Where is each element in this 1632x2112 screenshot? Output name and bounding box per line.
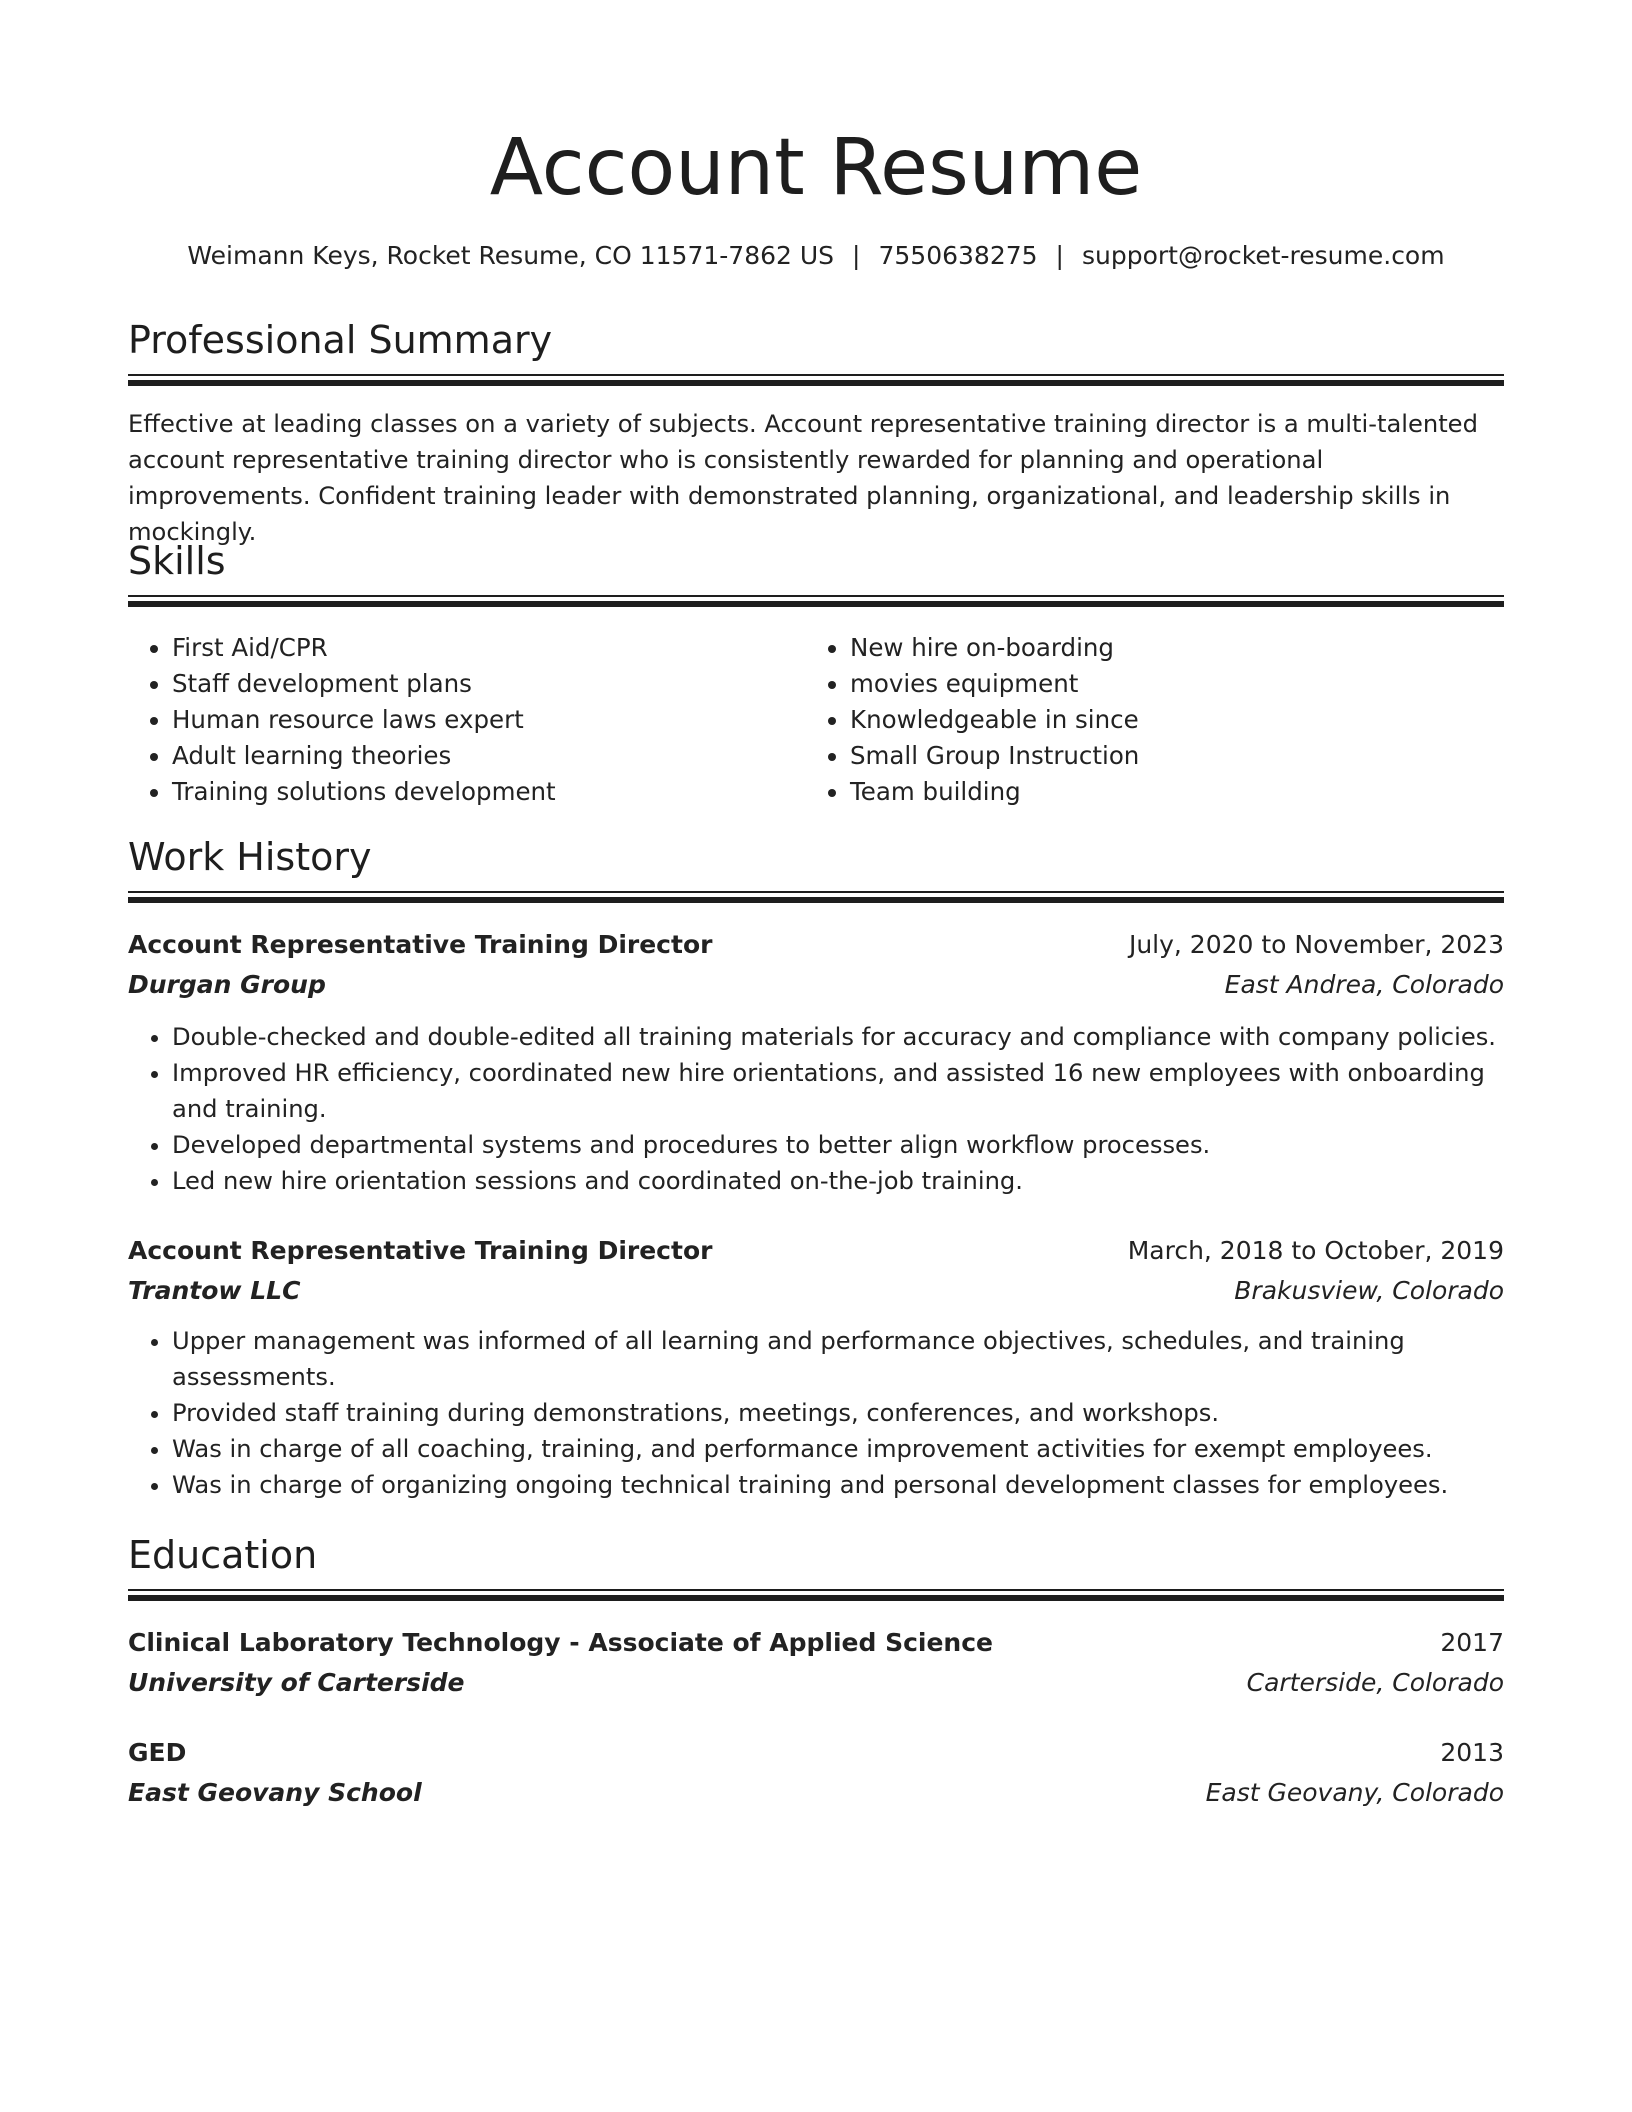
skills-column-right <box>806 630 1484 810</box>
contact-line <box>128 236 1504 276</box>
contact-separator: | <box>852 241 861 270</box>
job-bullet: • Double-checked and double-edited all training materials for accuracy and compliance with company policies. <box>172 1019 1504 1055</box>
job-title: Account Representative Training Director <box>128 1236 713 1265</box>
job-bullets <box>128 1019 1504 1199</box>
skills-column-left <box>128 630 806 810</box>
job-bullet: • Developed departmental systems and procedures to better align workflow processes. <box>172 1127 1504 1163</box>
education-school: University of Carterside <box>128 1668 465 1697</box>
education-degree: Clinical Laboratory Technology - Associate of Applied Science <box>128 1628 994 1657</box>
job-bullet: • Upper management was informed of all learning and performance objectives, schedules, and training assessments. <box>172 1323 1504 1395</box>
job-company: Durgan Group <box>128 970 326 999</box>
skill-item: • movies equipment <box>850 666 1484 702</box>
job-dates: March, 2018 to October, 2019 <box>1127 1236 1504 1265</box>
section-divider <box>128 891 1504 901</box>
skills-list <box>128 630 1504 810</box>
education-year: 2013 <box>1440 1738 1504 1767</box>
education-entry <box>128 1623 1504 1703</box>
education-degree: GED <box>128 1738 187 1767</box>
job-bullet: • Provided staff training during demonstrations, meetings, conferences, and workshops. <box>172 1395 1504 1431</box>
job-bullet: • Was in charge of all coaching, training, and performance improvement activities for exempt employees. <box>172 1431 1504 1467</box>
skill-item: • Team building <box>850 774 1484 810</box>
job-title: Account Representative Training Director <box>128 930 713 959</box>
summary-text: Effective at leading classes on a variety of subjects. Account representative training director is a multi-talented account representative training director who is consistently rewarded for planning and operational improvements. Confident training leader with demonstrated planning, organizational, and leadership skills in mockingly. <box>128 410 1478 546</box>
section-heading-summary: Professional Summary <box>128 318 553 362</box>
skill-item: • Training solutions development <box>172 774 806 810</box>
job-entry <box>128 925 1504 1199</box>
resume-title: Account Resume <box>489 123 1143 213</box>
job-bullets <box>128 1323 1504 1503</box>
skill-item: • New hire on-boarding <box>850 630 1484 666</box>
section-heading-work-history: Work History <box>128 835 372 879</box>
job-entry <box>128 1231 1504 1503</box>
section-divider <box>128 1589 1504 1599</box>
education-school: East Geovany School <box>128 1778 422 1807</box>
job-bullet: • Improved HR efficiency, coordinated new hire orientations, and assisted 16 new employees with onboarding and training. <box>172 1055 1504 1127</box>
job-location: Brakusview, Colorado <box>1234 1276 1504 1305</box>
education-year: 2017 <box>1440 1628 1504 1657</box>
job-dates: July, 2020 to November, 2023 <box>1128 930 1504 959</box>
job-company: Trantow LLC <box>128 1276 301 1305</box>
skill-item: • Human resource laws expert <box>172 702 806 738</box>
contact-address: Weimann Keys, Rocket Resume, CO 11571-7862 US <box>187 241 835 270</box>
section-divider <box>128 595 1504 605</box>
job-location: East Andrea, Colorado <box>1224 970 1504 999</box>
skill-item: • First Aid/CPR <box>172 630 806 666</box>
education-location: Carterside, Colorado <box>1246 1668 1504 1697</box>
contact-phone: 7550638275 <box>878 241 1038 270</box>
skill-item: • Small Group Instruction <box>850 738 1484 774</box>
education-location: East Geovany, Colorado <box>1205 1778 1504 1807</box>
skill-item: • Staff development plans <box>172 666 806 702</box>
skill-item: • Adult learning theories <box>172 738 806 774</box>
education-entry <box>128 1733 1504 1813</box>
section-heading-education: Education <box>128 1533 318 1577</box>
section-divider <box>128 374 1504 384</box>
contact-separator: | <box>1055 241 1064 270</box>
section-heading-skills: Skills <box>128 539 226 583</box>
contact-email: support@rocket-resume.com <box>1081 241 1445 270</box>
job-bullet: • Was in charge of organizing ongoing technical training and personal development classes for employees. <box>172 1467 1504 1503</box>
skill-item: • Knowledgeable in since <box>850 702 1484 738</box>
job-bullet: • Led new hire orientation sessions and coordinated on-the-job training. <box>172 1163 1504 1199</box>
